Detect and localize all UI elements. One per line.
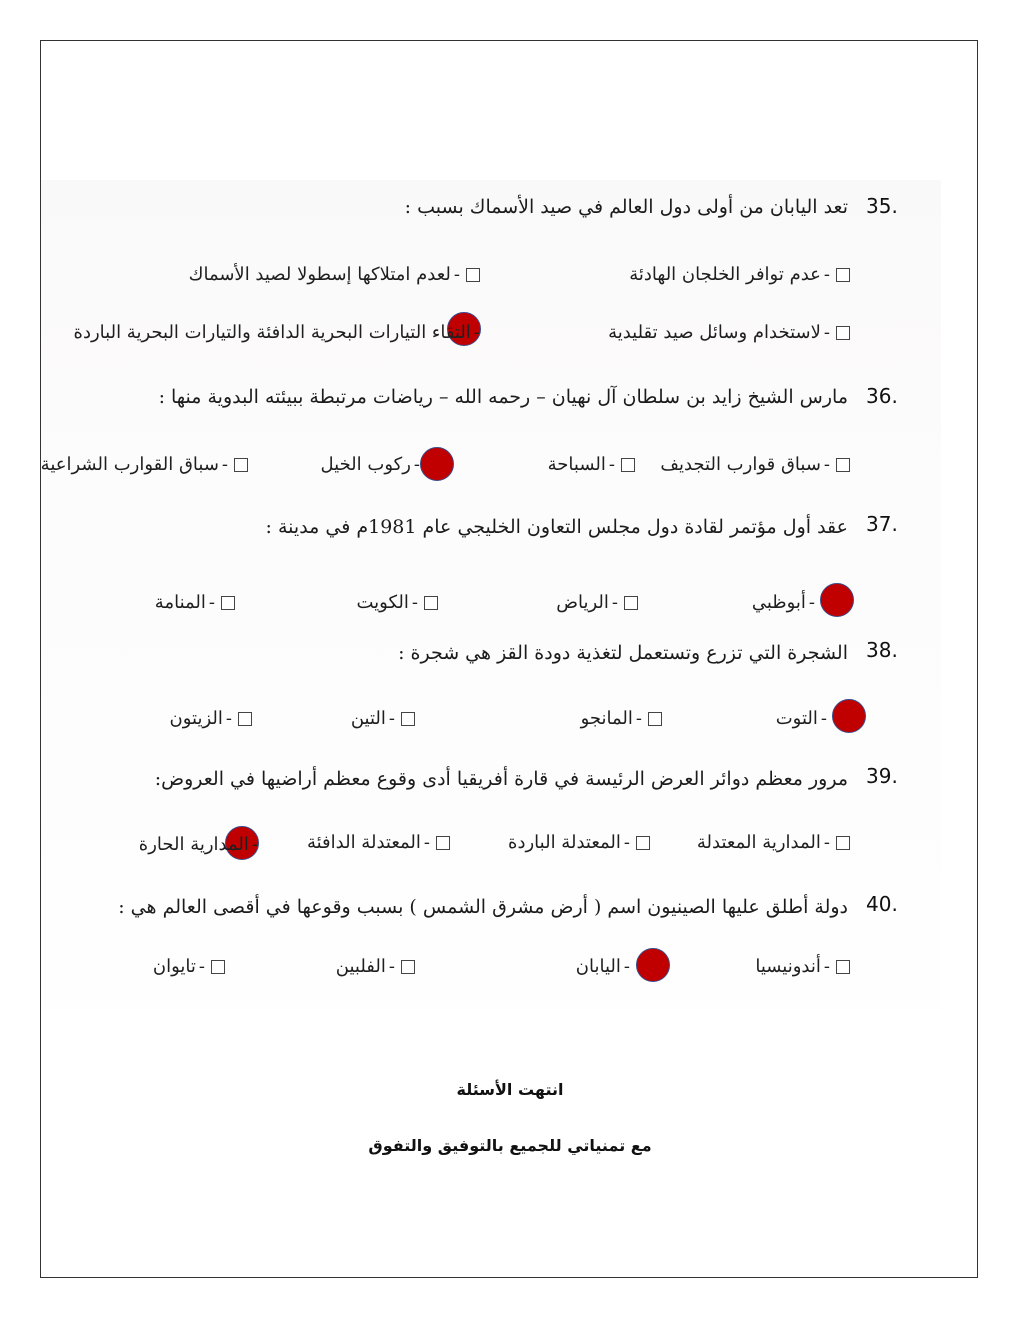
option-label: لعدم امتلاكها إسطولا لصيد الأسماك <box>188 264 451 285</box>
checkbox-icon[interactable] <box>624 596 638 610</box>
question-number: 38. <box>866 638 898 662</box>
option-label: المدارية المعتدلة <box>696 832 821 853</box>
question-number: 39. <box>866 764 898 788</box>
option-checkbox[interactable]: - لاستخدام وسائل صيد تقليدية <box>608 322 850 343</box>
question-text: تعد اليابان من أولى دول العالم في صيد الأسماك بسبب : <box>404 196 848 218</box>
option-label: التين <box>350 708 386 729</box>
question-text: دولة أطلق عليها الصينيون اسم ( أرض مشرق الشمس ) بسبب وقوعها في أقصى العالم هي : <box>118 896 848 918</box>
answer-mark-icon <box>636 948 670 982</box>
question-text: مارس الشيخ زايد بن سلطان آل نهيان – رحمه الله – رياضات مرتبطة ببيئته البدوية منها : <box>158 386 848 408</box>
option-label: الكويت <box>356 592 409 613</box>
option-checkbox[interactable]: - سباق القوارب الشراعية <box>41 454 248 475</box>
option-selected[interactable]: - المدارية الحارة <box>138 834 258 855</box>
checkbox-icon[interactable] <box>466 268 480 282</box>
option-checkbox[interactable]: - تايوان <box>153 956 225 977</box>
option-label: ركوب الخيل <box>320 454 411 475</box>
checkbox-icon[interactable] <box>436 836 450 850</box>
checkbox-icon[interactable] <box>401 712 415 726</box>
option-label: الزيتون <box>169 708 223 729</box>
checkbox-icon[interactable] <box>211 960 225 974</box>
option-checkbox[interactable]: - المنامة <box>155 592 235 613</box>
question-number: 40. <box>866 892 898 916</box>
option-label: اليابان <box>575 956 621 977</box>
option-label: أندونيسيا <box>755 956 821 977</box>
option-checkbox[interactable]: - المدارية المعتدلة <box>697 832 850 853</box>
option-selected[interactable]: - التقاء التيارات البحرية الدافئة والتيارات البحرية الباردة <box>73 322 480 343</box>
option-checkbox[interactable]: - الزيتون <box>170 708 252 729</box>
option-label: المدارية الحارة <box>138 834 249 855</box>
option-label: التوت <box>775 708 818 729</box>
option-label: المعتدلة الدافئة <box>306 832 421 853</box>
checkbox-icon[interactable] <box>221 596 235 610</box>
option-checkbox[interactable]: - الكويت <box>356 592 438 613</box>
question-text: عقد أول مؤتمر لقادة دول مجلس التعاون الخليجي عام 1981م في مدينة : <box>265 516 848 538</box>
checkbox-icon[interactable] <box>836 458 850 472</box>
option-label: أبوظبي <box>751 592 806 613</box>
option-label: سباق القوارب الشراعية <box>40 454 219 475</box>
checkbox-icon[interactable] <box>648 712 662 726</box>
option-label: التقاء التيارات البحرية الدافئة والتيارات البحرية الباردة <box>73 322 471 343</box>
answer-mark-icon <box>420 447 454 481</box>
checkbox-icon[interactable] <box>424 596 438 610</box>
checkbox-icon[interactable] <box>836 326 850 340</box>
answer-mark-icon <box>832 699 866 733</box>
option-label: المانجو <box>580 708 633 729</box>
checkbox-icon[interactable] <box>636 836 650 850</box>
option-checkbox[interactable]: - عدم توافر الخلجان الهادئة <box>629 264 850 285</box>
option-label: لاستخدام وسائل صيد تقليدية <box>608 322 821 343</box>
option-selected[interactable]: - ركوب الخيل <box>320 454 420 475</box>
question-number: 35. <box>866 194 898 218</box>
option-selected[interactable]: - اليابان <box>575 956 630 977</box>
question-number: 37. <box>866 512 898 536</box>
option-label: عدم توافر الخلجان الهادئة <box>629 264 821 285</box>
option-checkbox[interactable]: - المعتدلة الباردة <box>508 832 650 853</box>
closing-line-good-wishes: مع تمنياتي للجميع بالتوفيق والتفوق <box>368 1136 652 1155</box>
option-checkbox[interactable]: - أندونيسيا <box>755 956 850 977</box>
option-label: المعتدلة الباردة <box>508 832 621 853</box>
option-label: المنامة <box>154 592 206 613</box>
option-label: سباق قوارب التجديف <box>660 454 821 475</box>
question-text: الشجرة التي تزرع وتستعمل لتغذية دودة القز هي شجرة : <box>398 642 848 664</box>
checkbox-icon[interactable] <box>234 458 248 472</box>
checkbox-icon[interactable] <box>238 712 252 726</box>
question-text: مرور معظم دوائر العرض الرئيسة في قارة أفريقيا أدى وقوع معظم أراضيها في العروض: <box>154 768 848 790</box>
option-checkbox[interactable]: - الفلبين <box>336 956 415 977</box>
checkbox-icon[interactable] <box>836 268 850 282</box>
option-label: الرياض <box>556 592 609 613</box>
option-checkbox[interactable]: - الرياض <box>556 592 638 613</box>
option-checkbox[interactable]: - التين <box>351 708 415 729</box>
option-selected[interactable]: - التوت <box>775 708 827 729</box>
checkbox-icon[interactable] <box>621 458 635 472</box>
option-selected[interactable]: - أبوظبي <box>751 592 815 613</box>
option-checkbox[interactable]: - لعدم امتلاكها إسطولا لصيد الأسماك <box>189 264 480 285</box>
checkbox-icon[interactable] <box>836 836 850 850</box>
checkbox-icon[interactable] <box>836 960 850 974</box>
option-checkbox[interactable]: - المعتدلة الدافئة <box>307 832 450 853</box>
option-label: الفلبين <box>335 956 386 977</box>
option-checkbox[interactable]: - السباحة <box>548 454 635 475</box>
answer-mark-icon <box>820 583 854 617</box>
checkbox-icon[interactable] <box>401 960 415 974</box>
option-label: السباحة <box>547 454 606 475</box>
option-label: تايوان <box>152 956 196 977</box>
question-number: 36. <box>866 384 898 408</box>
option-checkbox[interactable]: - المانجو <box>581 708 662 729</box>
closing-line-end-of-questions: انتهت الأسئلة <box>456 1080 564 1099</box>
option-checkbox[interactable]: - سباق قوارب التجديف <box>660 454 850 475</box>
